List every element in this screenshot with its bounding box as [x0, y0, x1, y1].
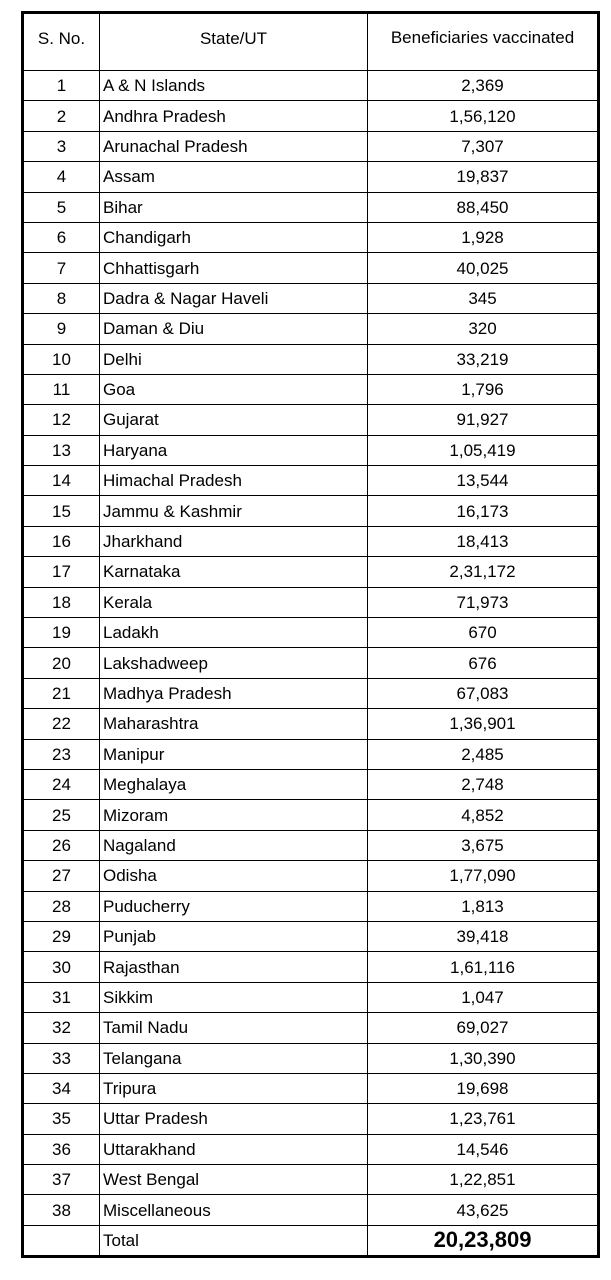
row-value: 1,77,090 [368, 861, 599, 891]
row-sno: 9 [23, 314, 100, 344]
table-row [23, 435, 599, 465]
row-value: 3,675 [368, 830, 599, 860]
row-sno: 23 [23, 739, 100, 769]
row-sno: 19 [23, 618, 100, 648]
total-sno-cell [23, 1225, 100, 1256]
row-state: Chhattisgarh [100, 253, 368, 283]
table-row [23, 1013, 599, 1043]
table-row [23, 982, 599, 1012]
row-state: Goa [100, 374, 368, 404]
table-row [23, 405, 599, 435]
row-sno: 36 [23, 1134, 100, 1164]
row-value: 1,30,390 [368, 1043, 599, 1073]
row-sno: 14 [23, 466, 100, 496]
row-sno: 11 [23, 374, 100, 404]
table-row [23, 800, 599, 830]
table-row [23, 678, 599, 708]
table-row [23, 861, 599, 891]
row-sno: 28 [23, 891, 100, 921]
row-value: 88,450 [368, 192, 599, 222]
row-value: 7,307 [368, 131, 599, 161]
table-row [23, 921, 599, 951]
table-row [23, 739, 599, 769]
row-sno: 29 [23, 921, 100, 951]
row-state: Ladakh [100, 618, 368, 648]
row-state: Tripura [100, 1073, 368, 1103]
row-value: 67,083 [368, 678, 599, 708]
row-state: Rajasthan [100, 952, 368, 982]
row-value: 69,027 [368, 1013, 599, 1043]
table-row [23, 1073, 599, 1103]
row-value: 320 [368, 314, 599, 344]
row-value: 1,928 [368, 222, 599, 252]
row-state: Manipur [100, 739, 368, 769]
row-sno: 13 [23, 435, 100, 465]
row-state: Kerala [100, 587, 368, 617]
row-sno: 5 [23, 192, 100, 222]
table-row [23, 314, 599, 344]
table-row [23, 1043, 599, 1073]
row-state: Haryana [100, 435, 368, 465]
row-state: Punjab [100, 921, 368, 951]
row-sno: 33 [23, 1043, 100, 1073]
table-row [23, 557, 599, 587]
row-state: Sikkim [100, 982, 368, 1012]
row-value: 1,56,120 [368, 101, 599, 131]
row-state: Uttar Pradesh [100, 1104, 368, 1134]
row-value: 2,748 [368, 769, 599, 799]
table-row [23, 283, 599, 313]
table-row [23, 162, 599, 192]
row-value: 14,546 [368, 1134, 599, 1164]
row-state: Arunachal Pradesh [100, 131, 368, 161]
row-sno: 12 [23, 405, 100, 435]
row-sno: 27 [23, 861, 100, 891]
row-state: Bihar [100, 192, 368, 222]
table-row [23, 1134, 599, 1164]
row-sno: 21 [23, 678, 100, 708]
row-value: 1,796 [368, 374, 599, 404]
row-value: 19,837 [368, 162, 599, 192]
row-state: Nagaland [100, 830, 368, 860]
header-state: State/UT [100, 13, 368, 71]
row-sno: 32 [23, 1013, 100, 1043]
row-value: 670 [368, 618, 599, 648]
row-state: Delhi [100, 344, 368, 374]
row-state: Telangana [100, 1043, 368, 1073]
table-row [23, 648, 599, 678]
row-sno: 10 [23, 344, 100, 374]
row-sno: 17 [23, 557, 100, 587]
table-row [23, 374, 599, 404]
row-value: 43,625 [368, 1195, 599, 1225]
row-sno: 2 [23, 101, 100, 131]
row-value: 71,973 [368, 587, 599, 617]
row-value: 1,813 [368, 891, 599, 921]
row-sno: 4 [23, 162, 100, 192]
row-value: 39,418 [368, 921, 599, 951]
row-value: 676 [368, 648, 599, 678]
row-sno: 18 [23, 587, 100, 617]
row-value: 2,485 [368, 739, 599, 769]
table-row [23, 830, 599, 860]
row-value: 4,852 [368, 800, 599, 830]
row-sno: 3 [23, 131, 100, 161]
row-state: Assam [100, 162, 368, 192]
row-sno: 1 [23, 71, 100, 101]
row-sno: 15 [23, 496, 100, 526]
table-row [23, 709, 599, 739]
row-state: Chandigarh [100, 222, 368, 252]
row-value: 18,413 [368, 526, 599, 556]
row-state: Lakshadweep [100, 648, 368, 678]
row-sno: 26 [23, 830, 100, 860]
table-row [23, 1165, 599, 1195]
table-row [23, 71, 599, 101]
row-state: Karnataka [100, 557, 368, 587]
row-sno: 8 [23, 283, 100, 313]
total-value: 20,23,809 [368, 1225, 599, 1256]
row-sno: 16 [23, 526, 100, 556]
row-state: Himachal Pradesh [100, 466, 368, 496]
row-state: Puducherry [100, 891, 368, 921]
table-row [23, 952, 599, 982]
row-state: Gujarat [100, 405, 368, 435]
row-value: 13,544 [368, 466, 599, 496]
row-sno: 25 [23, 800, 100, 830]
row-value: 91,927 [368, 405, 599, 435]
header-beneficiaries: Beneficiaries vaccinated [368, 13, 599, 71]
row-state: Daman & Diu [100, 314, 368, 344]
row-sno: 34 [23, 1073, 100, 1103]
row-state: Dadra & Nagar Haveli [100, 283, 368, 313]
table-row [23, 101, 599, 131]
table-row [23, 344, 599, 374]
row-sno: 7 [23, 253, 100, 283]
table-row [23, 1195, 599, 1225]
row-sno: 30 [23, 952, 100, 982]
row-sno: 38 [23, 1195, 100, 1225]
row-sno: 37 [23, 1165, 100, 1195]
row-state: Tamil Nadu [100, 1013, 368, 1043]
table-body [23, 71, 599, 1226]
row-state: Jammu & Kashmir [100, 496, 368, 526]
vaccination-table [21, 11, 600, 1258]
row-value: 40,025 [368, 253, 599, 283]
header-row [23, 13, 599, 71]
row-sno: 24 [23, 769, 100, 799]
row-value: 1,047 [368, 982, 599, 1012]
row-value: 33,219 [368, 344, 599, 374]
table-row [23, 131, 599, 161]
row-state: Mizoram [100, 800, 368, 830]
row-state: Meghalaya [100, 769, 368, 799]
row-state: Maharashtra [100, 709, 368, 739]
table-row [23, 587, 599, 617]
row-sno: 35 [23, 1104, 100, 1134]
table-row [23, 769, 599, 799]
row-state: Madhya Pradesh [100, 678, 368, 708]
total-row [23, 1225, 599, 1256]
row-value: 1,22,851 [368, 1165, 599, 1195]
header-sno: S. No. [23, 13, 100, 71]
row-state: West Bengal [100, 1165, 368, 1195]
row-state: Jharkhand [100, 526, 368, 556]
row-value: 19,698 [368, 1073, 599, 1103]
row-value: 1,61,116 [368, 952, 599, 982]
table-row [23, 222, 599, 252]
table-row [23, 1104, 599, 1134]
row-state: A & N Islands [100, 71, 368, 101]
table-row [23, 526, 599, 556]
row-state: Odisha [100, 861, 368, 891]
table-row [23, 496, 599, 526]
row-sno: 31 [23, 982, 100, 1012]
row-value: 16,173 [368, 496, 599, 526]
row-sno: 6 [23, 222, 100, 252]
row-value: 1,23,761 [368, 1104, 599, 1134]
table-row [23, 618, 599, 648]
table-row [23, 192, 599, 222]
total-label: Total [100, 1225, 368, 1256]
row-sno: 22 [23, 709, 100, 739]
row-value: 345 [368, 283, 599, 313]
row-state: Uttarakhand [100, 1134, 368, 1164]
row-sno: 20 [23, 648, 100, 678]
table-row [23, 253, 599, 283]
table-row [23, 891, 599, 921]
row-value: 1,05,419 [368, 435, 599, 465]
row-state: Miscellaneous [100, 1195, 368, 1225]
table-row [23, 466, 599, 496]
row-value: 1,36,901 [368, 709, 599, 739]
row-value: 2,369 [368, 71, 599, 101]
row-value: 2,31,172 [368, 557, 599, 587]
row-state: Andhra Pradesh [100, 101, 368, 131]
